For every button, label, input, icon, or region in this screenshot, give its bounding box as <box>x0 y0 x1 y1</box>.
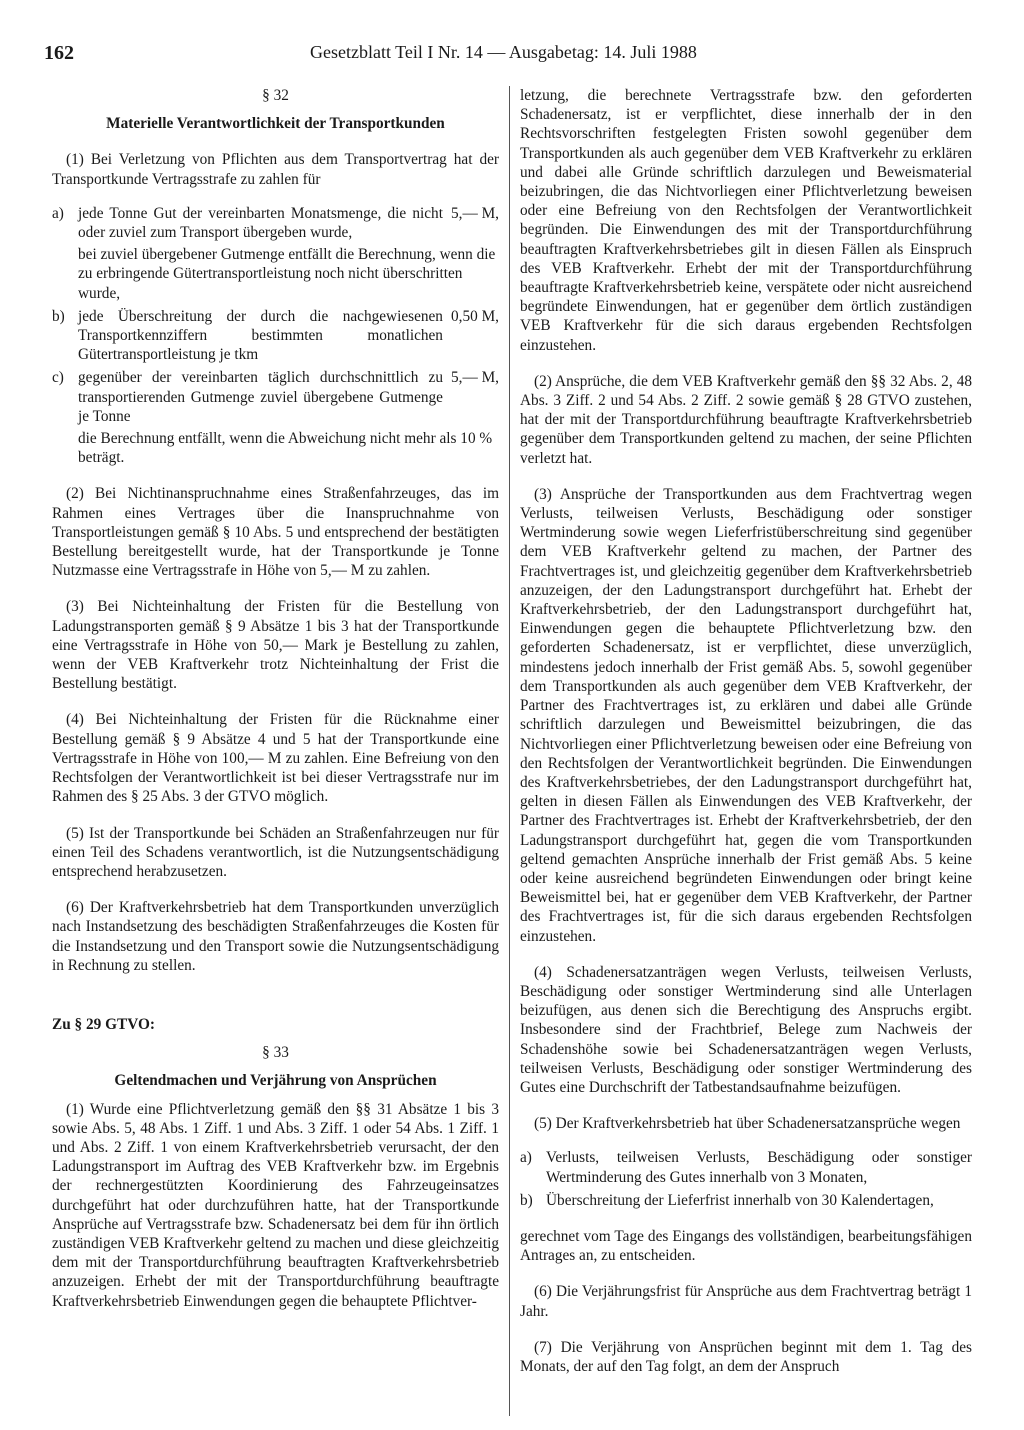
list-item-label: c) <box>52 369 64 387</box>
section-32-paragraph-6: (6) Der Kraftverkehrsbetrieb hat dem Transportkunden unverzüglich nach Instandsetzung des beschädigten Straßenfahrzeuges die Kosten für die Instandsetzung und den Transport sowie die Nutzungsentschädigung in Rechnung zu stellen. <box>52 899 499 974</box>
section-32-paragraph-1: (1) Bei Verletzung von Pflichten aus dem Transportvertrag hat der Transportkunde Vertragsstrafe zu zahlen für <box>52 151 499 188</box>
section-33-paragraph-4: (4) Schadenersatzanträgen wegen Verlusts, teilweisen Verlusts, Beschädigung oder sonstiger Wertminderung sind alle Unterlagen beizufügen, aus denen sich die Berechtigung des Anspruchs ergibt. Insbesondere sind der Frachtbrief, Belege zum Nachweis der Schadenshöhe sowie bei Schadenersatzanträgen wegen Verlusts, teilweisen Verlusts, Beschädigung oder sonstiger Wertminderung des Gutes eine Durchschrift der Tatbestandsaufnahme beizufügen. <box>520 963 972 1096</box>
list-item <box>52 204 499 303</box>
zu-29-heading: Zu § 29 GTVO: <box>52 1015 155 1033</box>
deadline-list <box>520 1148 972 1210</box>
right-column <box>520 86 972 1376</box>
penalty-rate: 5,— M, <box>450 369 499 387</box>
section-32-paragraph-5: (5) Ist der Transportkunde bei Schäden an Straßenfahrzeugen nur für einen Teil des Schadens verantwortlich, ist die Nutzungsentschädigung entsprechend herabzusetzen. <box>52 824 499 880</box>
list-item-label: b) <box>520 1191 533 1209</box>
list-item <box>52 307 499 365</box>
list-item <box>520 1191 972 1210</box>
section-33-paragraph-3: (3) Ansprüche der Transportkunden aus dem Frachtvertrag wegen Verlusts, teilweisen Verlusts, Beschädigung oder sonstiger Wertminderung sowie wegen Lieferfristüberschreitung sind gegenüber dem VEB Kraftverkehr geltend zu machen, der Partner des Frachtvertrages ist, und gleichzeitig gegenüber dem Kraftverkehrsbetrieb anzuzeigen, der den Ladungstransport durchgeführt hat. Erhebt der Kraftverkehrsbetrieb, der den Ladungstransport durchgeführt hat, Einwendungen gegen die behauptete Pflichtverletzung bzw. den geforderten Schadenersatz, ist er verpflichtet, diese unverzüglich, mindestens jedoch innerhalb der Frist gemäß Abs. 5, sowohl gegenüber dem Transportkunden als auch gegenüber dem VEB Kraftverkehr, der Partner des Frachtvertrages ist, zu erklären und dabei alle Gründe schriftlich darzulegen und Beweismittel beizubringen, die das Nichtvorliegen einer Pflichtverletzung beweisen oder eine Befreiung von den Rechtsfolgen der Verantwortlichkeit begründen. Die Einwendungen des Kraftverkehrsbetriebes, der den Ladungstransport durchgeführt hat, gelten in diesen Fällen als Einwendungen des VEB Kraftverkehr, der Partner des Frachtvertrages ist. Erhebt der Kraftverkehrsbetrieb, der den Ladungstransport durchgeführt hat, gegen die vom Transportkunden geltend gemachten Ansprüche innerhalb der Frist gemäß Abs. 5 keine oder keine ausreichend begründeten Einwendungen oder bringt keine Beweismittel bei, hat er gegenüber dem VEB Kraftverkehr, der Partner des Frachtvertrages ist, für die sich daraus ergebenden Rechtsfolgen einzustehen. <box>520 485 972 945</box>
section-33-paragraph-5-end: gerechnet vom Tage des Eingangs des vollständigen, bearbeitungsfähigen Antrages an, zu entscheiden. <box>520 1227 972 1265</box>
page-header <box>44 42 984 68</box>
list-item-note: die Berechnung entfällt, wenn die Abweichung nicht mehr als 10 % beträgt. <box>78 430 493 467</box>
section-32-paragraph-4: (4) Bei Nichteinhaltung der Fristen für die Rücknahme einer Bestellung gemäß § 9 Absätze 4 und 5 hat der Transportkunde eine Vertragsstrafe in Höhe von 100,— M zu zahlen. Eine Befreiung von den Rechtsfolgen der Verantwortlichkeit ist bei dieser Vertragsstrafe nur im Rahmen des § 25 Abs. 3 der GTVO möglich. <box>52 711 499 806</box>
list-item-label: a) <box>520 1149 532 1167</box>
section-33-paragraph-5-intro: (5) Der Kraftverkehrsbetrieb hat über Schadenersatzansprüche wegen <box>534 1115 961 1133</box>
penalty-rate: 5,— M, <box>450 204 499 222</box>
section-32-paragraph-3: (3) Bei Nichteinhaltung der Fristen für die Bestellung von Ladungstransporten gemäß § 9 Absätze 1 bis 3 hat der Transportkunde eine Vertragsstrafe in Höhe von 50,— Mark je Bestellung zu zahlen, wenn der VEB Kraftverkehr trotz Nichteinhaltung der Frist die Bestellung bestätigt. <box>52 598 499 693</box>
penalty-list <box>52 204 499 468</box>
list-item-text: Verlusts, teilweisen Verlusts, Beschädigung oder sonstiger Wertminderung des Gutes innerhalb von 3 Monaten, <box>546 1149 972 1186</box>
page-number: 162 <box>44 42 74 64</box>
gazette-title: Gesetzblatt Teil I Nr. 14 — Ausgabetag: 14. Juli 1988 <box>310 42 697 62</box>
paragraph-1-continuation: letzung, die berechnete Vertragsstrafe bzw. den geforderten Schadenersatz, ist er verpflichtet, diese innerhalb der in den Rechtsvorschriften festgelegten Fristen sowohl gegenüber dem Transportkunden als auch gegenüber dem VEB Kraftverkehr zu erklären und dabei alle Gründe schriftlich darzulegen und Beweismaterial beizubringen, die das Nichtvorliegen einer Pflichtverletzung beweisen oder eine Befreiung von den Rechtsfolgen der Verantwortlichkeit begründen. Die Einwendungen des mit der Transportdurchführung beauftragten Kraftverkehrsbetriebes gilt in diesen Fällen als Einspruch des VEB Kraftverkehr. Erhebt der mit der Transportdurchführung beauftragte Kraftverkehrsbetrieb keine, verspätete oder nicht ausreichend begründete Einwendungen, hat er gegenüber dem örtlich zuständigen VEB Kraftverkehr für die sich daraus ergebenden Rechtsfolgen einzustehen. <box>520 87 972 354</box>
section-33-paragraph-2: (2) Ansprüche, die dem VEB Kraftverkehr gemäß den §§ 32 Abs. 2, 48 Abs. 3 Ziff. 2 und 54 Abs. 2 Ziff. 2 sowie gemäß § 28 GTVO zustehen, hat der mit der Transportdurchführung beauftragte Kraftverkehrsbetrieb gegenüber dem Transportkunden geltend zu machen, der seine Pflichten verletzt hat. <box>520 372 972 467</box>
list-item-note: bei zuviel übergebener Gutmenge entfällt die Berechnung, wenn die zu erbringende Gütertransportleistung noch nicht überschritten wurde, <box>78 246 496 302</box>
list-item <box>52 368 499 467</box>
section-33-paragraph-7: (7) Die Verjährung von Ansprüchen beginnt mit dem 1. Tag des Monats, der auf den Tag folgt, an dem der Anspruch <box>520 1338 972 1375</box>
section-33-paragraph-6: (6) Die Verjährungsfrist für Ansprüche aus dem Frachtvertrag beträgt 1 Jahr. <box>520 1283 972 1320</box>
section-32-paragraph-2: (2) Bei Nichtinanspruchnahme eines Straßenfahrzeuges, das im Rahmen eines Vertrages über die Inanspruchnahme von Transportleistungen gemäß § 10 Abs. 5 und entsprechend der bestätigten Bestellung bereitgestellt wurde, hat der Transportkunde je Tonne Nutzmasse eine Vertragsstrafe in Höhe von 5,— M zu zahlen. <box>52 485 499 580</box>
penalty-rate: 0,50 M, <box>450 307 499 325</box>
list-item-label: b) <box>52 307 65 325</box>
section-33-number: § 33 <box>262 1044 289 1062</box>
list-item <box>520 1148 972 1186</box>
list-item-text: gegenüber der vereinbarten täglich durchschnittlich zu transportierenden Gutmenge zuviel übergebene Gutmenge je Tonne <box>78 369 443 425</box>
section-32-number: § 32 <box>262 87 289 104</box>
list-item-text: jede Tonne Gut der vereinbarten Monatsmenge, die nicht oder zuviel zum Transport übergeben wurde, <box>78 204 443 242</box>
list-item-text: Überschreitung der Lieferfrist innerhalb von 30 Kalendertagen, <box>546 1191 934 1209</box>
column-divider <box>509 86 510 1416</box>
section-33-heading: Geltendmachen und Verjährung von Ansprüchen <box>114 1072 437 1090</box>
list-item-label: a) <box>52 204 64 222</box>
section-33-paragraph-1: (1) Wurde eine Pflichtverletzung gemäß den §§ 31 Absätze 1 bis 3 sowie Abs. 5, 48 Abs. 1 Ziff. 1 und Abs. 3 Ziff. 1 oder 54 Abs. 1 Ziff. 1 und Abs. 2 Ziff. 1 von einem Kraftverkehrsbetrieb verursacht, der den Ladungstransport im Auftrag des VEB Kraftverkehr bzw. im Ergebnis der rechnergestützten Koordinierung des Fahrzeugeinsatzes durchgeführt hat oder durchzuführen hatte, hat der Transportkunde Ansprüche auf Vertragsstrafe bzw. Schadenersatz bei dem für ihn örtlich zuständigen VEB Kraftverkehr geltend zu machen und diese gleichzeitig dem mit der Transportdurchführung beauftragten Kraftverkehrsbetrieb anzuzeigen. Erhebt der mit der Transportdurchführung beauftragte Kraftverkehrsbetrieb Einwendungen gegen die behauptete Pflichtver- <box>52 1100 499 1310</box>
list-item-text: jede Überschreitung der durch die nachgewiesenen Transportkennziffern bestimmten monatlichen Gütertransportleistung je tkm <box>78 307 443 364</box>
section-32-heading: Materielle Verantwortlichkeit der Transportkunden <box>106 115 445 133</box>
left-column <box>52 86 499 1311</box>
